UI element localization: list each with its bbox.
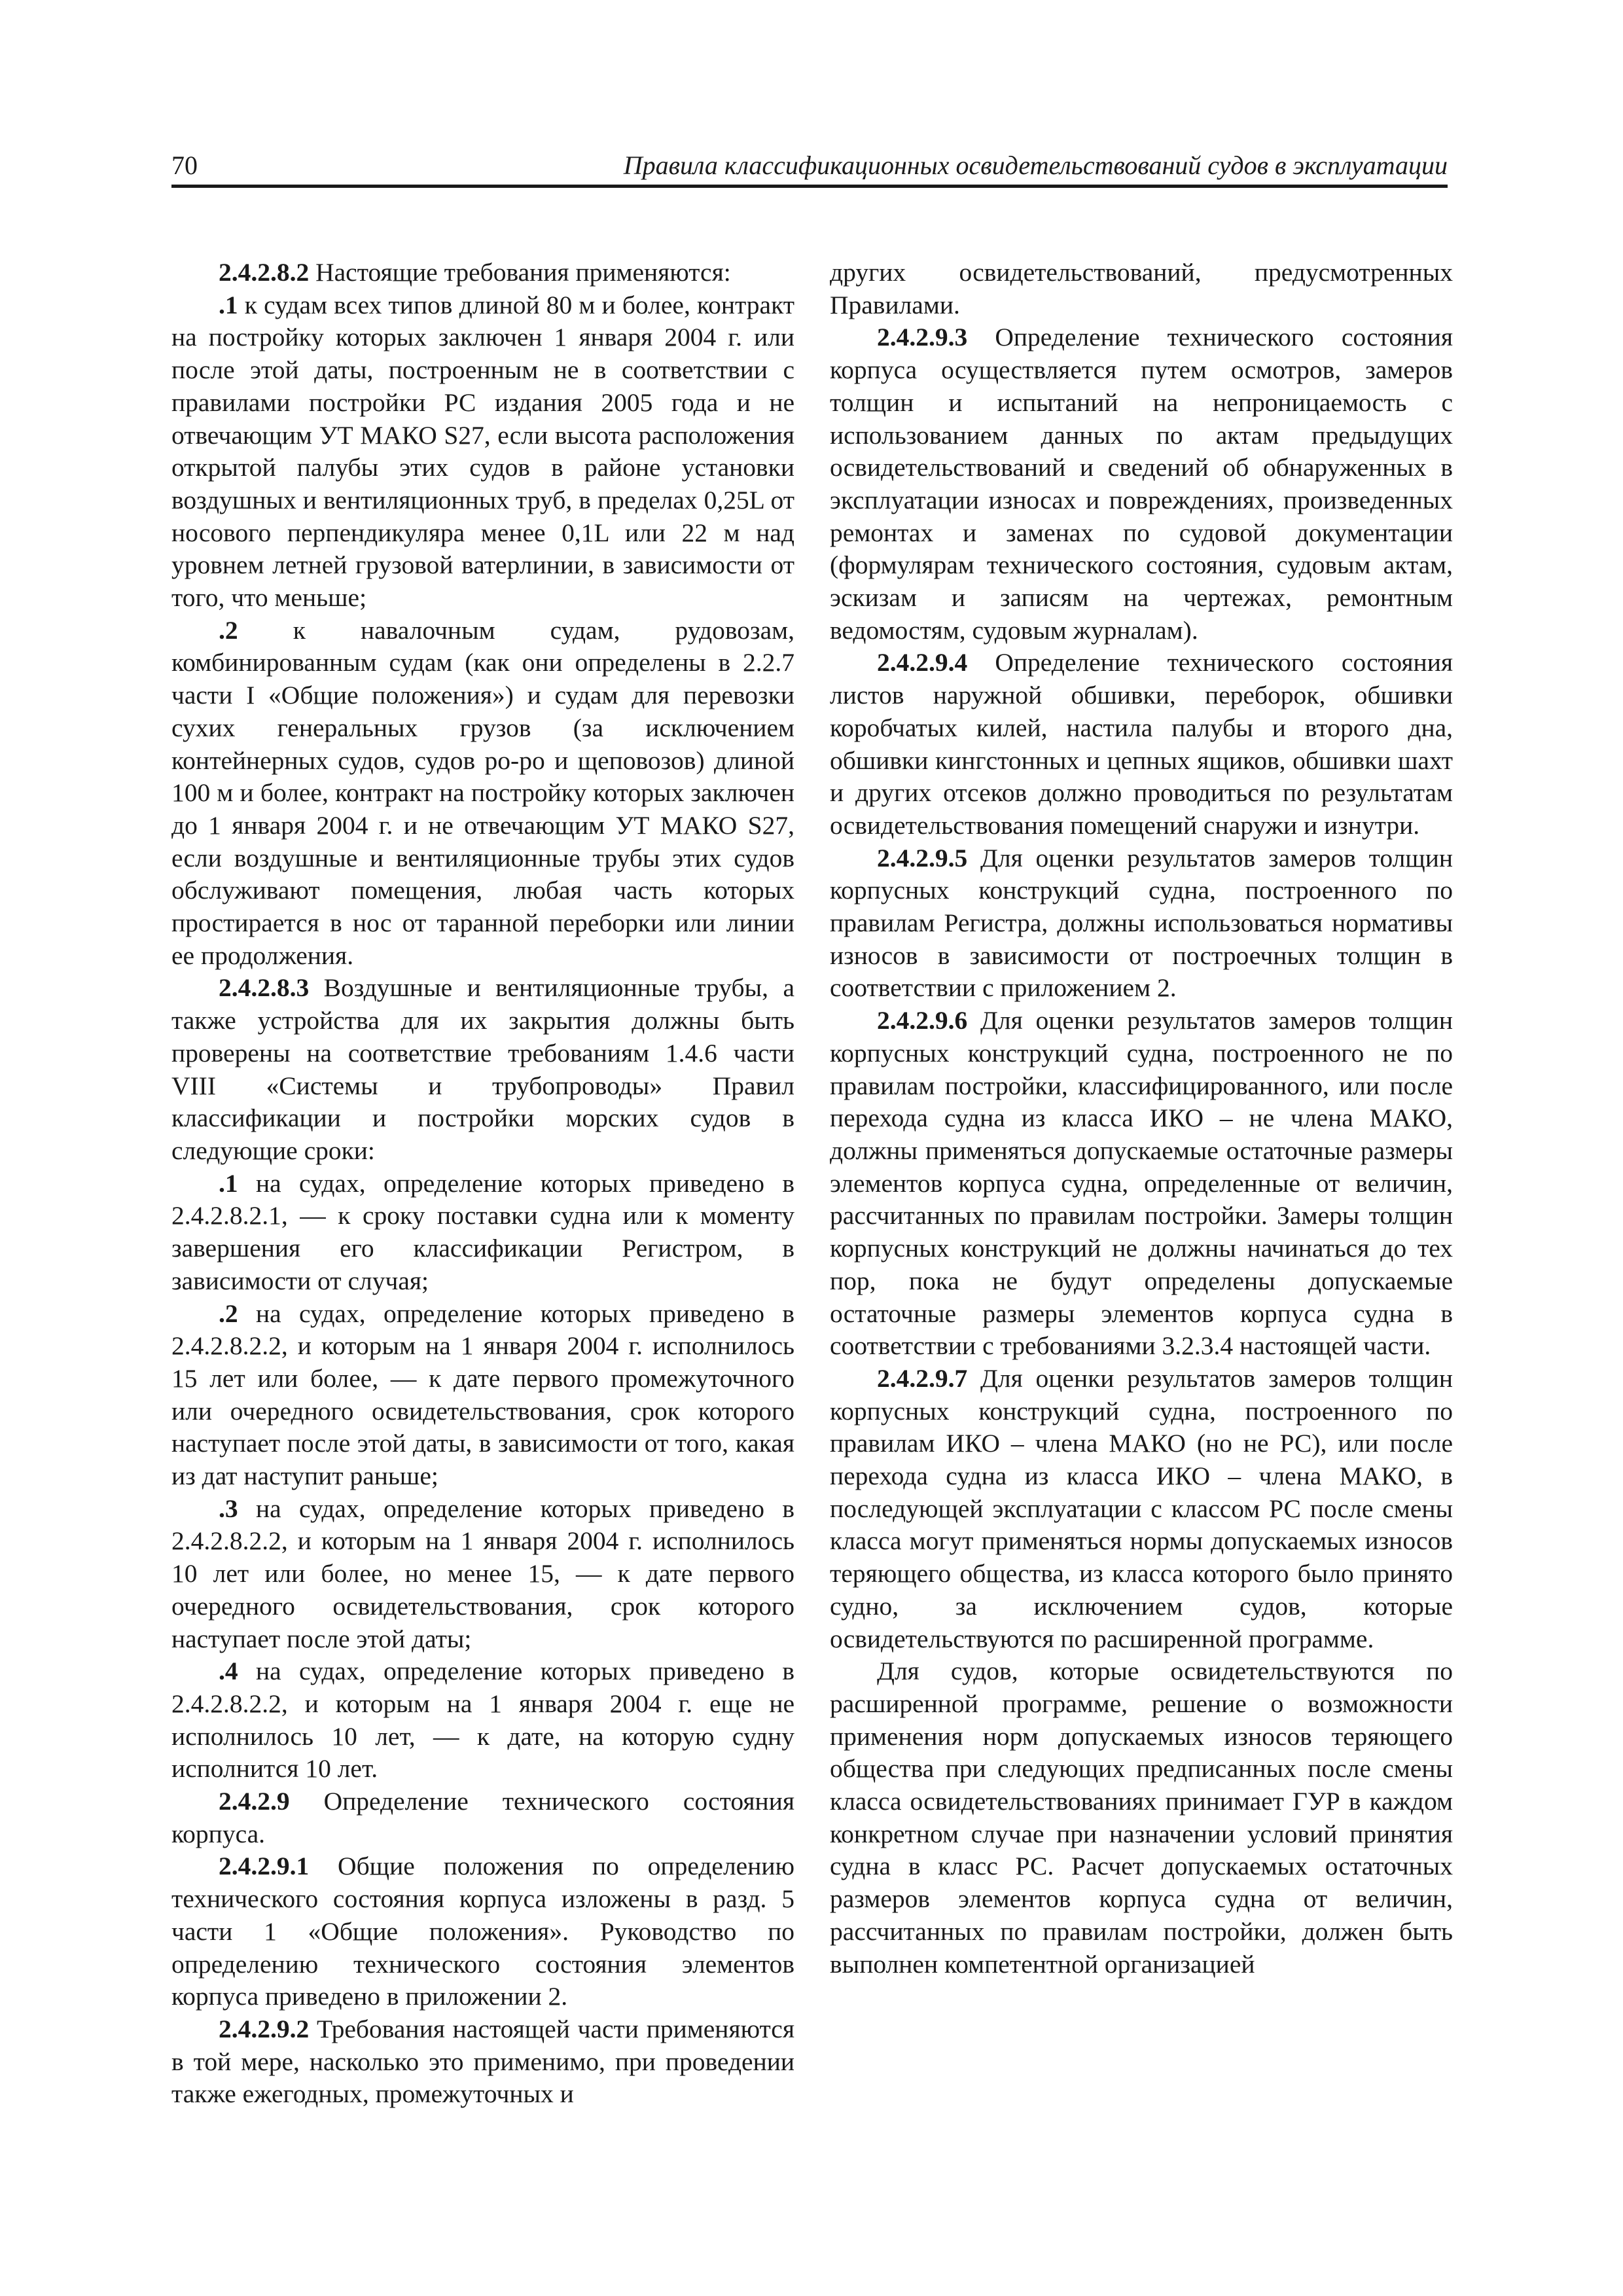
clause-number: 2.4.2.9 [219,1787,290,1816]
clause-number: .2 [219,1299,238,1328]
paragraph [830,257,1453,321]
running-title: Правила классификационных освидетельствований судов в эксплуатации [623,151,1448,180]
paragraph [830,647,1453,842]
clause-number: 2.4.2.9.2 [219,2014,310,2043]
clause-number: .4 [219,1657,238,1686]
paragraph [830,1005,1453,1363]
paragraph [171,972,794,1167]
paragraph-text: Определение технического состояния корпуса. [171,1787,794,1848]
paragraph-text: Для оценки результатов замеров толщин корпусных конструкций судна, построенного не по правилам постройки, классифицированного, или после перехода судна из класса ИКО – не члена МАКО, должны применяться допускаемые остаточные размеры элементов корпуса судна, определенные от величин, рассчитанных по правилам постройки. Замеры толщин корпусных конструкций не должны начинаться до тех пор, пока не будут определены допускаемые остаточные размеры элементов корпуса судна в соответствии с требованиями 3.2.3.4 настоящей части. [830,1006,1453,1361]
paragraph-text: Для оценки результатов замеров толщин корпусных конструкций судна, построенного по правилам ИКО – члена МАКО (но не РС), или после перехода судна из класса ИКО – члена МАКО, в последующей эксплуатации с классом РС после смены класса могут применяться нормы допускаемых износов теряющего общества, из класса которого было принято судно, за исключением судов, которые освидетельствуются по расширенной программе. [830,1363,1453,1653]
paragraph [830,321,1453,647]
clause-number: .1 [219,290,238,319]
paragraph [171,2013,794,2111]
paragraph [830,1363,1453,1655]
paragraph [830,842,1453,1005]
paragraph-text: на судах, определение которых приведено в 2.4.2.8.2.2, и которым на 1 января 2004 г. еще не исполнилось 10 лет, — к дате, на которую судну исполнится 10 лет. [171,1657,794,1784]
paragraph [830,1655,1453,1981]
paragraph [171,1785,794,1850]
paragraph-text: Воздушные и вентиляционные трубы, а также устройства для их закрытия должны быть проверены на соответствие требованиям 1.4.6 части VIII «Системы и трубопроводы» Правил классификации и постройки морских судов в следующие сроки: [171,973,794,1165]
page-number: 70 [171,151,198,180]
paragraph-text: Требования настоящей части применяются в той мере, насколько это применимо, при проведении также ежегодных, промежуточных и [171,2014,794,2109]
left-text-column [171,257,794,2111]
clause-number: 2.4.2.9.5 [877,843,968,872]
paragraph [171,1168,794,1298]
paragraph [171,289,794,615]
paragraph-text: Для судов, которые освидетельствуются по расширенной программе, решение о возможности применения норм допускаемых износов теряющего общества при следующих предписанных после смены класса освидетельствованиях принимает ГУР в каждом конкретном случае при назначении условий принятия судна в класс РС. Расчет допускаемых остаточных размеров элементов корпуса судна от величин, рассчитанных по правилам постройки, должен быть выполнен компетентной организацией [830,1657,1453,1979]
clause-number: 2.4.2.9.6 [877,1006,968,1035]
paragraph-text: на судах, определение которых приведено в 2.4.2.8.2.2, и которым на 1 января 2004 г. исполнилось 10 лет или более, но менее 15, — к дате первого очередного освидетельствования, срок которого наступает после этой даты; [171,1494,794,1653]
clause-number: 2.4.2.9.3 [877,323,968,352]
paragraph [171,1655,794,1785]
paragraph [171,257,794,289]
paragraph-text: Настоящие требования применяются: [309,258,731,287]
clause-number: 2.4.2.9.7 [877,1363,968,1393]
paragraph [171,1850,794,2013]
clause-number: 2.4.2.9.1 [219,1852,310,1881]
paragraph [171,615,794,973]
paragraph-text: Общие положения по определению технического состояния корпуса изложены в разд. 5 части 1 «Общие положения». Руководство по определению технического состояния элементов корпуса приведено в приложении 2. [171,1852,794,2011]
paragraph [171,1298,794,1493]
paragraph-text: к судам всех типов длиной 80 м и более, контракт на постройку которых заключен 1 января 2004 г. или после этой даты, построенным не в соответствии с правилами постройки РС издания 2005 года и не отвечающим УТ МАКО S27, если высота расположения открытой палубы этих судов в районе установки воздушных и вентиляционных труб, в пределах 0,25L от носового перпендикуляра менее 0,1L или 22 м над уровнем летней грузовой ватерлинии, в зависимости от того, что меньше; [171,290,794,613]
clause-number: .1 [219,1168,238,1198]
paragraph-text: к навалочным судам, рудовозам, комбинированным судам (как они определены в 2.2.7 части I «Общие положения») и судам для перевозки сухих генеральных грузов (за исключением контейнерных судов, судов ро-ро и щеповозов) длиной 100 м и более, контракт на постройку которых заключен до 1 января 2004 г. и не отвечающим УТ МАКО S27, если воздушные и вентиляционные трубы этих судов обслуживают помещения, любая часть которых простирается в нос от таранной переборки или линии ее продолжения. [171,615,794,970]
paragraph-text: других освидетельствований, предусмотренных Правилами. [830,258,1453,319]
paragraph-text: на судах, определение которых приведено в 2.4.2.8.2.2, и которым на 1 января 2004 г. исполнилось 15 лет или более, — к дате первого промежуточного или очередного освидетельствования, срок которого наступает после этой даты, в зависимости от того, какая из дат наступит раньше; [171,1299,794,1491]
clause-number: 2.4.2.8.3 [219,973,310,1003]
clause-number: 2.4.2.8.2 [219,258,310,287]
right-text-column [830,257,1453,1981]
page-header [171,145,1448,188]
paragraph-text: на судах, определение которых приведено в 2.4.2.8.2.1, — к сроку поставки судна или к моменту завершения его классификации Регистром, в зависимости от случая; [171,1168,794,1295]
paragraph [171,1493,794,1656]
clause-number: .3 [219,1494,238,1523]
clause-number: 2.4.2.9.4 [877,648,968,677]
paragraph-text: Для оценки результатов замеров толщин корпусных конструкций судна, построенного по правилам Регистра, должны использоваться нормативы износов в зависимости от построечных толщин в соответствии с приложением 2. [830,843,1453,1003]
paragraph-text: Определение технического состояния листов наружной обшивки, переборок, обшивки коробчатых килей, настила палубы и второго дна, обшивки кингстонных и цепных ящиков, обшивки шахт и других отсеков должно проводиться по результатам освидетельствования помещений снаружи и изнутри. [830,648,1453,840]
paragraph-text: Определение технического состояния корпуса осуществляется путем осмотров, замеров толщин и испытаний на непроницаемость с использованием данных по актам предыдущих освидетельствований и сведений об обнаруженных в эксплуатации износах и повреждениях, произведенных ремонтах и заменах по судовой документации (формулярам технического состояния, судовым актам, эскизам и записям на чертежах, ремонтным ведомостям, судовым журналам). [830,323,1453,645]
clause-number: .2 [219,615,238,645]
